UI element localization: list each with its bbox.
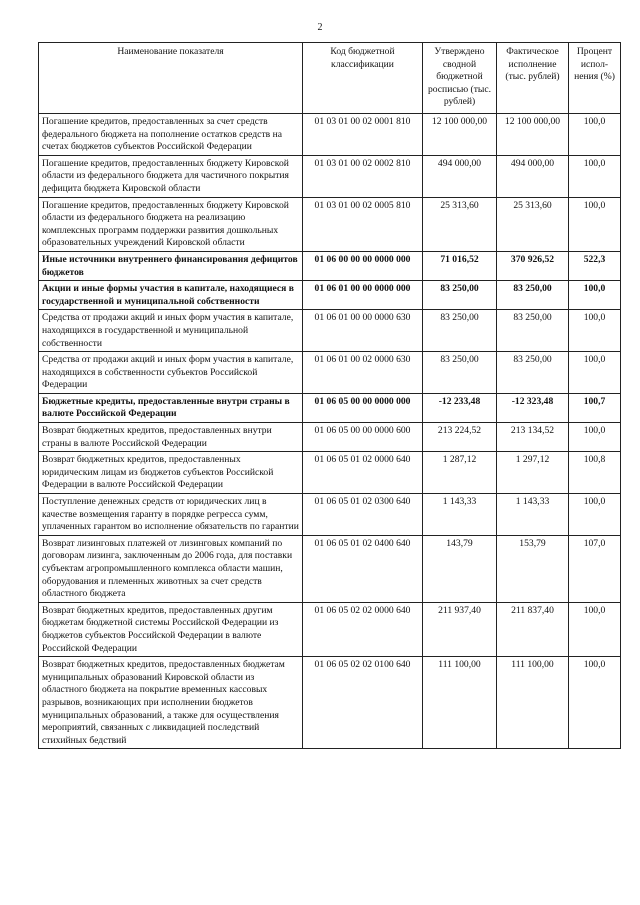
row-budget-code: 01 06 05 02 02 0000 640 [303, 602, 423, 656]
row-percent-value: 100,0 [569, 114, 621, 156]
row-indicator-name: Погашение кредитов, предоставленных за счет средств федерального бюджета на пополнение остатков средств на счетах бюджетов субъектов Российской Федерации [39, 114, 303, 156]
row-indicator-name: Бюджетные кредиты, предоставленные внутри страны в валюте Российской Федерации [39, 393, 303, 422]
row-indicator-name: Возврат бюджетных кредитов, предоставленных бюджетам муниципальных образований Кировской области из областного бюджета на покрытие временных кассовых разрывов, возникающих при исполнении бюджетов муниципальных образований, а также для осуществления мероприятий, связанных с ликвидацией последствий стихийных бедствий [39, 657, 303, 749]
table-row [39, 494, 621, 536]
row-budget-code: 01 03 01 00 02 0005 810 [303, 197, 423, 251]
row-approved-value: 1 287,12 [423, 452, 497, 494]
row-percent-value: 100,7 [569, 393, 621, 422]
row-budget-code: 01 06 01 00 02 0000 630 [303, 352, 423, 394]
row-budget-code: 01 06 05 01 02 0300 640 [303, 494, 423, 536]
row-percent-value: 107,0 [569, 535, 621, 602]
row-actual-value: 111 100,00 [497, 657, 569, 749]
table-row [39, 423, 621, 452]
header-budget-code: Код бюджетной классификации [303, 43, 423, 114]
row-approved-value: 111 100,00 [423, 657, 497, 749]
table-row [39, 197, 621, 251]
row-budget-code: 01 03 01 00 02 0001 810 [303, 114, 423, 156]
table-row [39, 535, 621, 602]
row-budget-code: 01 06 05 01 02 0000 640 [303, 452, 423, 494]
header-percent: Процент испол-нения (%) [569, 43, 621, 114]
row-approved-value: 83 250,00 [423, 281, 497, 310]
row-approved-value: 494 000,00 [423, 155, 497, 197]
row-indicator-name: Погашение кредитов, предоставленных бюджету Кировской области из федерального бюджета для частичного покрытия дефицита бюджета Кировской области [39, 155, 303, 197]
row-percent-value: 100,0 [569, 155, 621, 197]
table-header-row [39, 43, 621, 114]
row-actual-value: 213 134,52 [497, 423, 569, 452]
row-percent-value: 100,0 [569, 423, 621, 452]
row-approved-value: -12 233,48 [423, 393, 497, 422]
row-indicator-name: Возврат бюджетных кредитов, предоставленных другим бюджетам бюджетной системы Российской Федерации из бюджетов субъектов Российской Федерации в валюте Российской Федерации [39, 602, 303, 656]
row-indicator-name: Погашение кредитов, предоставленных бюджету Кировской области из федерального бюджета на реализацию комплексных программ поддержки развития дошкольных образовательных учреждений Кировской области [39, 197, 303, 251]
row-indicator-name: Иные источники внутреннего финансирования дефицитов бюджетов [39, 251, 303, 280]
row-approved-value: 213 224,52 [423, 423, 497, 452]
row-percent-value: 100,8 [569, 452, 621, 494]
row-percent-value: 100,0 [569, 657, 621, 749]
row-actual-value: 25 313,60 [497, 197, 569, 251]
row-percent-value: 100,0 [569, 281, 621, 310]
budget-sources-table [38, 42, 621, 749]
row-approved-value: 211 937,40 [423, 602, 497, 656]
table-row [39, 310, 621, 352]
table-row [39, 657, 621, 749]
row-approved-value: 71 016,52 [423, 251, 497, 280]
row-percent-value: 100,0 [569, 352, 621, 394]
table-row [39, 452, 621, 494]
row-indicator-name: Возврат бюджетных кредитов, предоставленных внутри страны в валюте Российской Федерации [39, 423, 303, 452]
table-row [39, 602, 621, 656]
row-approved-value: 143,79 [423, 535, 497, 602]
row-approved-value: 83 250,00 [423, 352, 497, 394]
table-row [39, 281, 621, 310]
row-actual-value: 83 250,00 [497, 352, 569, 394]
row-indicator-name: Средства от продажи акций и иных форм участия в капитале, находящихся в государственной и муниципальной собственности [39, 310, 303, 352]
row-percent-value: 522,3 [569, 251, 621, 280]
row-indicator-name: Возврат бюджетных кредитов, предоставленных юридическим лицам из бюджетов субъектов Российской Федерации в валюте Российской Федерации [39, 452, 303, 494]
row-approved-value: 25 313,60 [423, 197, 497, 251]
row-budget-code: 01 06 01 00 00 0000 000 [303, 281, 423, 310]
row-actual-value: 494 000,00 [497, 155, 569, 197]
row-indicator-name: Возврат лизинговых платежей от лизинговых компаний по договорам лизинга, заключенным до 2006 года, для поставки субъектам агропромышленного комплекса области машин, оборудования и племенных животных за счет средств областного бюджета [39, 535, 303, 602]
row-percent-value: 100,0 [569, 494, 621, 536]
row-percent-value: 100,0 [569, 602, 621, 656]
row-actual-value: 12 100 000,00 [497, 114, 569, 156]
row-indicator-name: Акции и иные формы участия в капитале, находящиеся в государственной и муниципальной собственности [39, 281, 303, 310]
row-actual-value: 211 837,40 [497, 602, 569, 656]
table-row [39, 352, 621, 394]
table-row [39, 155, 621, 197]
row-budget-code: 01 06 05 00 00 0000 600 [303, 423, 423, 452]
row-budget-code: 01 06 05 00 00 0000 000 [303, 393, 423, 422]
row-actual-value: 370 926,52 [497, 251, 569, 280]
header-actual: Фактическое исполнение (тыс. рублей) [497, 43, 569, 114]
row-indicator-name: Средства от продажи акций и иных форм участия в капитале, находящихся в собственности субъектов Российской Федерации [39, 352, 303, 394]
table-row [39, 114, 621, 156]
row-budget-code: 01 06 05 01 02 0400 640 [303, 535, 423, 602]
row-percent-value: 100,0 [569, 310, 621, 352]
row-approved-value: 83 250,00 [423, 310, 497, 352]
row-actual-value: 83 250,00 [497, 281, 569, 310]
row-approved-value: 12 100 000,00 [423, 114, 497, 156]
page-number: 2 [317, 22, 323, 33]
row-budget-code: 01 06 00 00 00 0000 000 [303, 251, 423, 280]
row-actual-value: 1 297,12 [497, 452, 569, 494]
table-row [39, 251, 621, 280]
header-approved: Утверждено сводной бюджетной росписью (тыс. рублей) [423, 43, 497, 114]
table-row [39, 393, 621, 422]
row-budget-code: 01 06 01 00 00 0000 630 [303, 310, 423, 352]
row-actual-value: 83 250,00 [497, 310, 569, 352]
row-actual-value: -12 323,48 [497, 393, 569, 422]
row-indicator-name: Поступление денежных средств от юридических лиц в качестве возмещения гаранту в порядке регресса сумм, уплаченных гарантом во исполнение обязательств по гарантии [39, 494, 303, 536]
row-percent-value: 100,0 [569, 197, 621, 251]
header-indicator-name: Наименование показателя [39, 43, 303, 114]
row-budget-code: 01 03 01 00 02 0002 810 [303, 155, 423, 197]
row-actual-value: 1 143,33 [497, 494, 569, 536]
row-approved-value: 1 143,33 [423, 494, 497, 536]
row-budget-code: 01 06 05 02 02 0100 640 [303, 657, 423, 749]
row-actual-value: 153,79 [497, 535, 569, 602]
